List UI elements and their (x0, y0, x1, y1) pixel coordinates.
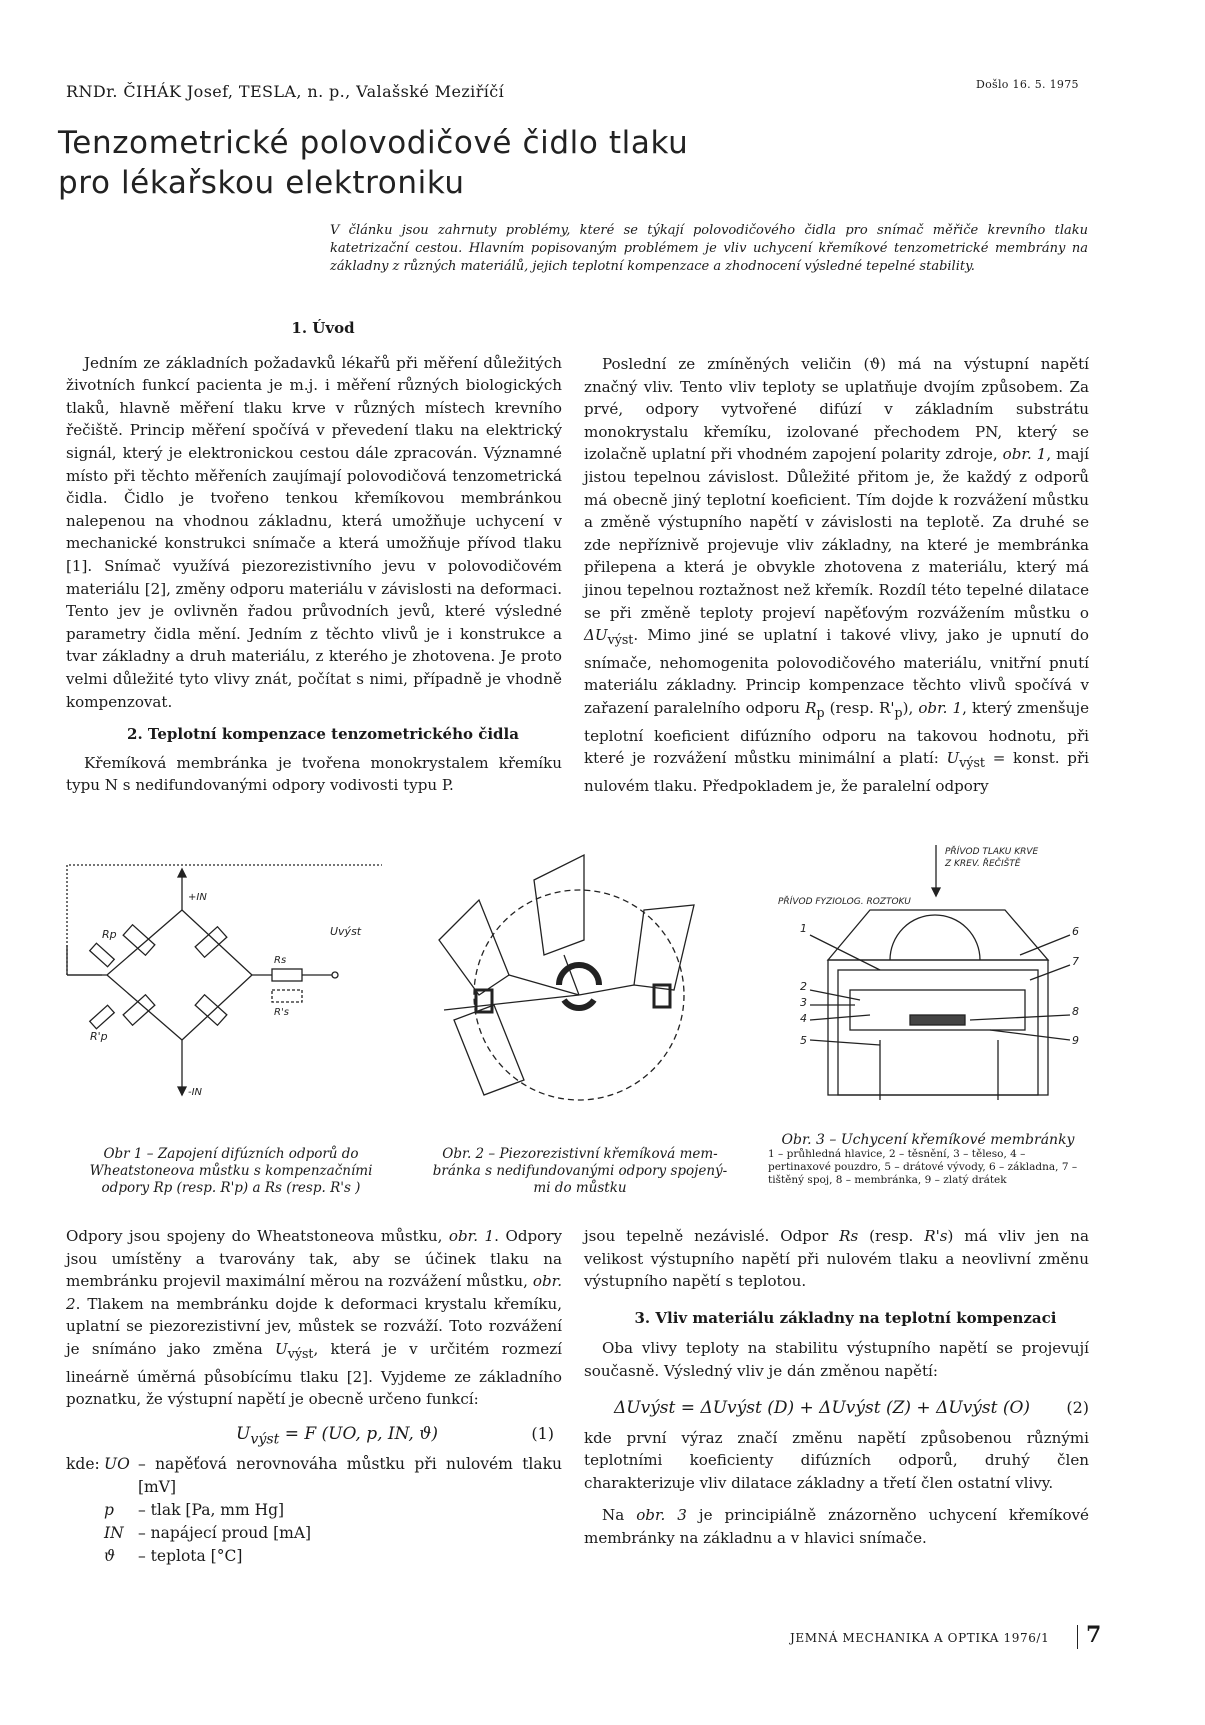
resistor-bottom-left (123, 995, 155, 1025)
arrow-plus (178, 869, 186, 877)
figure-ref: obr. 1 (918, 698, 963, 717)
text-run: . Tlakem na membránku dojde k deformaci krystalu křemíku, uplatní se piezorezistivní jev, můstek se rozváží. Toto rozvážení je snímáno jako změna (66, 1294, 562, 1358)
title-line-1: Tenzometrické polovodičové čidlo tlaku (58, 125, 689, 161)
figure-2-membrane-diagram (434, 845, 724, 1110)
formula-1-body (236, 1423, 438, 1451)
formula-term: ΔUvýst (614, 1397, 676, 1418)
label-rs2: R's (274, 1007, 289, 1018)
callout-6: 6 (1072, 925, 1079, 938)
subscript: výst (287, 1345, 314, 1361)
footer-separator (1077, 1625, 1078, 1649)
column-1-top (66, 317, 562, 797)
formula-term: ΔUvýst (D) (700, 1397, 795, 1418)
resistor-top-right (195, 927, 227, 957)
text-run: jsou tepelně nezávislé. Odpor (584, 1227, 840, 1245)
resistor-rs2 (272, 990, 302, 1002)
text-run: je principiálně znázorněno uchycení křemíkové membránky na základnu a v hlavici snímače. (584, 1506, 1089, 1547)
label-privod-fyz: PŘÍVOD FYZIOLOG. ROZTOKU (778, 897, 911, 907)
formula-term: ΔUvýst (O) (936, 1397, 1031, 1418)
section-2-text: Křemíková membránka je tvořena monokrystalem křemíku typu N s nedifundovanými odpory vodivosti typu P. (66, 753, 562, 795)
formula-2 (584, 1391, 1089, 1427)
text-run: (resp. R' (824, 698, 895, 717)
where-symbol: p (104, 1500, 114, 1519)
abstract: V článku jsou zahrnuty problémy, které se týkají polovodičového čidla pro snímač měřiče krevního tlaku katetrizační cestou. Hlavním popisovaným problémem je vliv uchycení křemíkové tenzometrické membrány na základny z různých materiálů, jejich teplotní kompenzace a zhodnocení výsledné tepelné stability. (330, 223, 1088, 274)
callout-8: 8 (1072, 1005, 1079, 1018)
caption-line: mi do můstku (533, 1180, 627, 1196)
caption-line: Obr 1 – Zapojení difúzních odporů do (103, 1146, 359, 1162)
formula-1-text: = F (UO, p, IN, ϑ) (284, 1423, 439, 1444)
symbol-rp: R (805, 698, 817, 717)
formula-2-body: ΔUvýst = ΔUvýst (D) + ΔUvýst (Z) + ΔUvýst (O) (614, 1397, 1031, 1418)
leader-7 (1030, 965, 1070, 980)
formula-1 (66, 1419, 562, 1453)
column-2-paragraph (584, 353, 1089, 797)
figure-ref: obr. 1 (448, 1227, 495, 1245)
section-1-text: Jedním ze základních požadavků lékařů při měření důležitých životních funkcí pacienta je m.j. i měření různých biologických tlaků, hlavně měření tlaku krve v různých místech krevního řečiště. Princip měření spočívá v převedení tlaku na elektrický signál, který je elektronickou cestou dále zpracován. Významné místo při těchto měřeních zaujímají polovodičová tenzometrická čidla. Čidlo je tvořeno tenkou křemíkovou membránkou nalepenou na vhodnou základnu, která umožňuje uchycení v mechanické konstrukci snímače a která umožňuje přívod tlaku [1]. Snímač využívá piezorezistivního jevu v polovodičovém materiálu [2], změny odporu materiálu v závislosti na deformaci. Tento jev je ovlivněn řadou průvodních jevů, které výsledné parametry čidla mění. Jedním z těchto vlivů je i konstrukce a tvar základny a druh materiálu, z kterého je zhotovena. Je proto velmi důležité tyto vlivy znát, počítat s nimi, případně je vhodně kompenzovat. (66, 353, 562, 711)
text-run: Odpory jsou spojeny do Wheatstoneova můstku, (66, 1227, 449, 1245)
figure-2-caption (410, 1146, 750, 1197)
where-row-1 (66, 1453, 562, 1496)
figure-3-sensor-cross-section (770, 840, 1095, 1130)
callout-1: 1 (800, 922, 807, 935)
formula-term: ΔUvýst (Z) (819, 1397, 912, 1418)
caption-line: Wheatstoneova můstku s kompenzačními (89, 1163, 373, 1179)
page-number: 7 (1086, 1622, 1102, 1648)
resistor-top-left (123, 925, 155, 955)
label-in-minus: -IN (188, 1087, 203, 1098)
where-text: – teplota [°C] (138, 1546, 243, 1565)
figure-ref: obr. 3 (636, 1506, 687, 1525)
where-text: – napájecí proud [mA] (138, 1523, 312, 1542)
figure-3-caption-legend: 1 – průhledná hlavice, 2 – těsnění, 3 – těleso, 4 – pertinaxové pouzdro, 5 – drátové vývody, 6 – základna, 7 – tištěný spoj, 8 – membránka, 9 – zlatý drátek (768, 1148, 1078, 1186)
section-2-heading: 2. Teplotní kompenzace tenzometrického čidla (127, 725, 519, 744)
text-run: , která je v určitém rozmezí lineárně úměrná působícímu tlaku [2]. Vyjdeme ze základního poznatku, že výstupní napětí je obecně určeno funkcí: (66, 1339, 562, 1409)
article-title (58, 123, 688, 203)
text-run: (resp. (858, 1227, 925, 1245)
symbol-delta-u: ΔU (584, 626, 608, 645)
clear-cap (828, 910, 1048, 960)
membrane (910, 1015, 965, 1025)
subscript: p (894, 704, 903, 720)
leader-5 (810, 1040, 880, 1045)
where-text: – napěťová nerovnováha můstku při nulovém tlaku [mV] (138, 1454, 562, 1496)
label-privod-krve-2: Z KREV. ŘEČIŠTĚ (945, 859, 1021, 869)
column-2-bottom (584, 1225, 1089, 1550)
subscript: p (816, 704, 825, 720)
bottom-paragraph-1 (66, 1225, 562, 1411)
formula-2-number: (2) (1066, 1397, 1089, 1417)
resistor-rp2 (90, 1005, 115, 1028)
symbol-u: U (236, 1423, 251, 1444)
pad-top (534, 855, 584, 955)
symbol-u: U (946, 749, 960, 768)
section-3-text: Oba vlivy teploty na stabilitu výstupního napětí se projevují současně. Výsledný vliv je dán změnou napětí: (584, 1339, 1089, 1380)
output-terminal (332, 972, 338, 978)
where-symbol: UO (104, 1454, 130, 1473)
text-run: ), (902, 698, 919, 717)
symbol-rs: Rs (839, 1227, 859, 1245)
label-rp2: R'p (90, 1030, 108, 1043)
where-symbol: ϑ (104, 1546, 116, 1565)
figure-1-caption (66, 1146, 396, 1197)
label-uvyst: Uvýst (330, 925, 362, 938)
symbol-rs2: R's (924, 1227, 948, 1245)
lead-left (509, 975, 579, 995)
where-row-4 (66, 1545, 562, 1568)
text-run: . Mimo jiné se uplatní i takové vlivy, jako je upnutí do snímače, nehomogenita polovodičového materiálu, vnitřní pnutí materiálu základny. Princip kompenzace těchto vlivů spočívá v zařazení paralelního odporu (584, 626, 1089, 717)
text-run: = konst. při nulovém tlaku. Předpokladem je, že paralelní odpory (584, 749, 1089, 795)
text-run: , který zmenšuje teplotní koeficient difúzního odporu na takovou hodnotu, při které je rozvážení můstku minimální a platí: (584, 698, 1089, 768)
caption-line: Obr. 2 – Piezorezistivní křemíková mem- (442, 1146, 718, 1162)
text-run: Poslední ze zmíněných veličin (ϑ) má na výstupní napětí značný vliv. Tento vliv teploty se uplatňuje dvojím způsobem. Za prvé, odpory vytvořené difúzí v základním substrátu monokrystalu křemíku, izolované přechodem PN, který se izolačně uplatní při vhodném zapojení polarity zdroje, (584, 355, 1089, 464)
resistor-bottom-right (195, 995, 227, 1025)
callout-7: 7 (1072, 955, 1079, 968)
section-3-heading: 3. Vliv materiálu základny na teplotní kompenzaci (634, 1308, 1057, 1327)
leader-4 (810, 1015, 870, 1020)
leader-8 (970, 1015, 1070, 1020)
formula-2-explanation: kde první výraz značí změnu napětí způsobenou různými teplotními koeficienty difúzních odporů, druhý člen charakterizuje vliv dilatace základny a třetí člen ostatní vlivy. (584, 1428, 1089, 1492)
body-outer (828, 960, 1048, 1095)
text-run: . Odpory jsou umístěny a tvarovány tak, aby se účinek tlaku na membránku projevil maximální měrou na rozvážení můstku, (66, 1227, 563, 1291)
cap-dome (890, 915, 980, 960)
journal-name: JEMNÁ MECHANIKA A OPTIKA 1976/1 (790, 1631, 1050, 1645)
where-label: kde: (66, 1454, 100, 1473)
lead-right (579, 985, 634, 995)
column-1-bottom (66, 1225, 562, 1568)
callout-3: 3 (800, 996, 807, 1009)
text-run: Na (602, 1506, 637, 1525)
figure-ref: obr. 2 (66, 1272, 562, 1313)
leader-6 (1020, 935, 1070, 955)
author-line: RNDr. ČIHÁK Josef, TESLA, n. p., Valašské Meziříčí (66, 82, 505, 101)
figure-3-caption (768, 1133, 1088, 1187)
label-privod-krve-1: PŘÍVOD TLAKU KRVE (945, 847, 1039, 857)
pad-left (439, 900, 509, 995)
column-2-top (584, 353, 1089, 797)
caption-line: bránka s nedifundovanými odpory spojený- (432, 1163, 728, 1179)
subscript: výst (250, 1431, 280, 1448)
text-run: , mají jistou tepelnou závislost. Důležité přitom je, že každý z odporů má obecně jiný teplotní koeficient. Tím dojde k rozvážení můstku a změně výstupního napětí v závislosti na teplotě. Za druhé se zde nepříznivě projevuje vliv základny, na které je membránka přilepena a která je obvykle zhotovena z materiálu, který má jinou tepelnou roztažnost než křemík. Rozdíl této tepelné dilatace se při změně teploty projeví napěťovým rozvážením můstku o (584, 445, 1089, 622)
where-symbol: IN (104, 1523, 124, 1542)
callout-5: 5 (800, 1034, 807, 1047)
resistor-rs (272, 969, 302, 981)
leader-9 (990, 1030, 1070, 1040)
caption-line: odpory Rp (resp. R'p) a Rs (resp. R's ) (101, 1180, 361, 1196)
received-date: Došlo 16. 5. 1975 (976, 78, 1079, 91)
label-rs: Rs (274, 955, 287, 966)
inlet-arrow-head (932, 888, 940, 896)
bottom-paragraph-2 (584, 1225, 1089, 1293)
leader-2 (810, 990, 860, 1000)
lead-bottom (444, 995, 579, 1010)
arrow-minus (178, 1087, 186, 1095)
center-resistor-arc-1 (559, 965, 599, 985)
where-row-2 (66, 1499, 562, 1522)
where-row-3 (66, 1522, 562, 1545)
subscript: výst (959, 755, 985, 771)
title-line-2: pro lékařskou elektroniku (58, 165, 465, 201)
figure-1-bridge-diagram (62, 855, 392, 1120)
symbol-u: U (275, 1339, 288, 1358)
callout-9: 9 (1072, 1034, 1079, 1047)
label-in-plus: +IN (188, 892, 207, 903)
text-run: ) má vliv jen na velikost výstupního napětí při nulovém tlaku a neovlivní změnu výstupního napětí s teplotou. (584, 1227, 1090, 1291)
center-resistor-arc-2 (564, 1000, 594, 1008)
callout-2: 2 (800, 980, 807, 993)
subscript: výst (607, 632, 634, 648)
figure-ref: obr. 1 (1002, 445, 1047, 464)
where-text: – tlak [Pa, mm Hg] (138, 1500, 285, 1519)
figure-3-caption-title: Obr. 3 – Uchycení křemíkové membránky (781, 1132, 1075, 1148)
label-rp: Rp (102, 928, 117, 941)
pad-right (634, 905, 694, 990)
formula-1-number: (1) (531, 1423, 554, 1443)
section-1-heading: 1. Úvod (291, 319, 355, 337)
figure-3-reference-paragraph (584, 1504, 1089, 1549)
callout-4: 4 (800, 1012, 807, 1025)
resistor-rp (90, 943, 115, 966)
lead-top (564, 955, 579, 995)
